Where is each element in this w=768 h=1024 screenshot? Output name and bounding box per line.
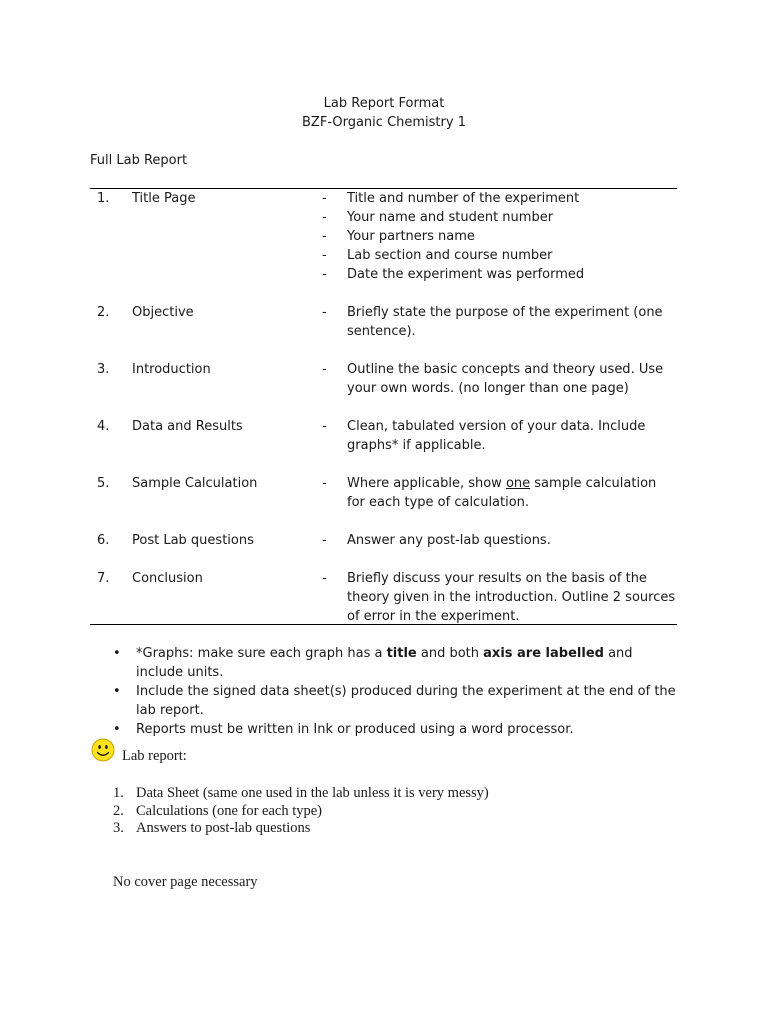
row-name: Title Page (132, 191, 196, 206)
row-name: Objective (132, 305, 194, 320)
detail-item (322, 474, 677, 512)
document-title: Lab Report Format (323, 96, 445, 111)
detail-item: - Answer any post-lab questions. (322, 533, 551, 548)
detail-item: - Your partners name (322, 229, 475, 244)
row-name: Data and Results (132, 419, 243, 434)
section-heading: Full Lab Report (90, 153, 188, 168)
dash-bullet: - (322, 533, 327, 548)
detail-item: - Your name and student number (322, 210, 554, 225)
dash-bullet: - (322, 229, 327, 244)
list-item: 1. Data Sheet (same one used in the lab unless it is very messy) (113, 785, 489, 801)
row-name: Conclusion (132, 571, 203, 586)
detail-item: - Briefly discuss your results on the basis of the theory given in the introduction. Outline 2 sources of error in the experiment. (322, 571, 676, 624)
emphasis-axis: axis are labelled (483, 646, 604, 661)
smiley-icon (91, 738, 115, 762)
dash-bullet: - (322, 267, 327, 282)
course-name: BZF-Organic Chemistry 1 (302, 115, 466, 130)
row-number: 4. (97, 419, 110, 434)
table-bottom-rule (90, 624, 677, 625)
detail-item: - Briefly state the purpose of the experiment (one sentence). (322, 305, 663, 339)
detail-item: - Clean, tabulated version of your data. Include graphs* if applicable. (322, 419, 646, 453)
row-number: 1. (97, 191, 110, 206)
dash-bullet: - (322, 419, 327, 434)
sample-calc-text: Where applicable, show one sample calculation for each type of calculation. (347, 476, 657, 510)
no-cover-note: No cover page necessary (113, 874, 258, 890)
dash-bullet: - (322, 191, 327, 206)
row-number: 5. (97, 476, 110, 491)
dash-bullet: - (322, 362, 327, 377)
row-number: 6. (97, 533, 110, 548)
note-ink: • Reports must be written in Ink or produced using a word processor. (113, 722, 574, 737)
lab-report-items (113, 785, 489, 838)
row-number: 2. (97, 305, 110, 320)
dash-bullet: - (322, 571, 327, 586)
notes-list (113, 644, 683, 739)
note-graphs: • *Graphs: make sure each graph has a title and both axis are labelled and include units. (113, 646, 633, 680)
row-name: Introduction (132, 362, 211, 377)
bullet-icon: • (113, 684, 121, 699)
emphasis-title: title (386, 646, 417, 661)
row-number: 7. (97, 571, 110, 586)
note-datasheet: • Include the signed data sheet(s) produced during the experiment at the end of the lab report. (113, 684, 676, 718)
detail-item: - Title and number of the experiment (322, 191, 580, 206)
detail-item: - Date the experiment was performed (322, 267, 585, 282)
row-name: Post Lab questions (132, 533, 254, 548)
bullet-icon: • (113, 646, 121, 661)
row-name: Sample Calculation (132, 476, 258, 491)
lab-report-label: Lab report: (122, 748, 187, 764)
bullet-icon: • (113, 722, 121, 737)
list-item: 2. Calculations (one for each type) (113, 802, 323, 819)
detail-item: - Lab section and course number (322, 248, 553, 263)
dash-bullet: - (322, 248, 327, 263)
row-number: 3. (97, 362, 110, 377)
dash-bullet: - (322, 210, 327, 225)
detail-item: - Outline the basic concepts and theory used. Use your own words. (no longer than one page) (322, 362, 664, 396)
dash-bullet: - (322, 305, 327, 320)
list-item: 3. Answers to post-lab questions (113, 820, 311, 836)
dash-bullet: - (322, 476, 327, 491)
